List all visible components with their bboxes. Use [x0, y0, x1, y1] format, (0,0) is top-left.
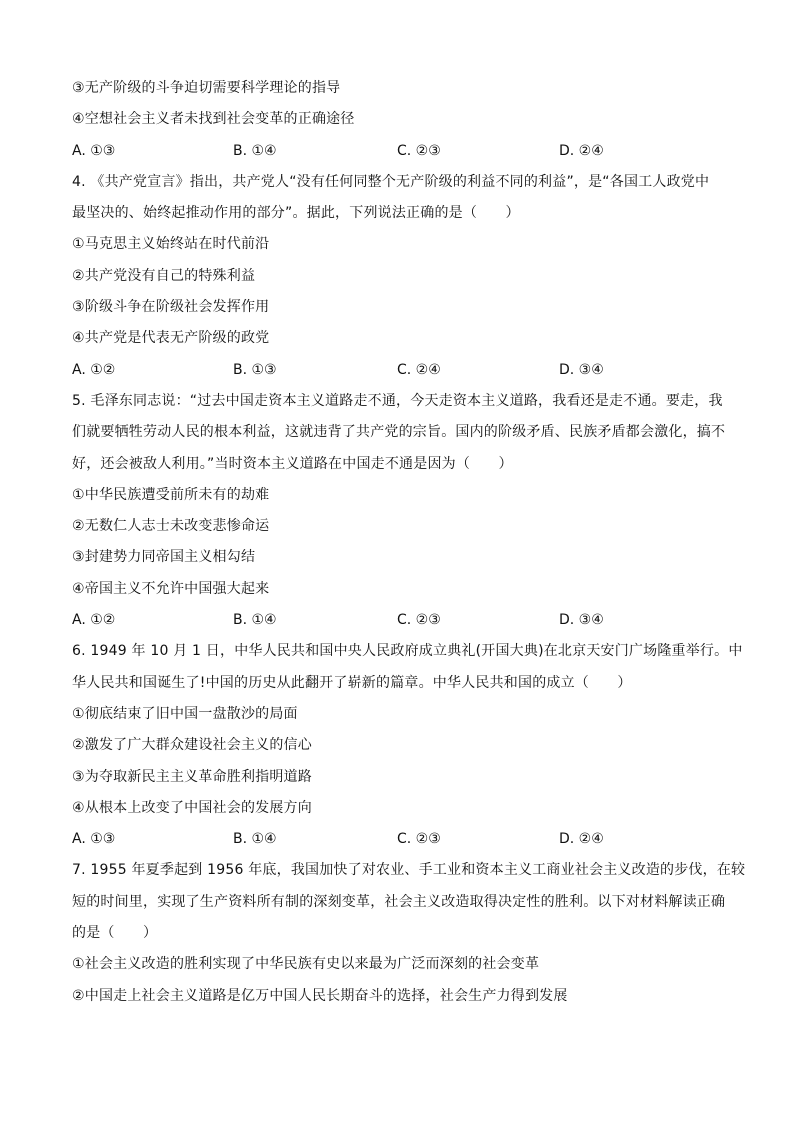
option-d: D. ③④ — [559, 612, 604, 629]
option-a: A. ①③ — [72, 831, 116, 848]
option-d: D. ②④ — [559, 142, 604, 159]
answer-options — [72, 136, 722, 167]
statement: ①中华民族遭受前所未有的劫难 — [72, 486, 270, 503]
answer-options — [72, 824, 722, 855]
statement: ③无产阶级的斗争迫切需要科学理论的指导 — [72, 80, 341, 96]
statement: ④从根本上改变了中国社会的发展方向 — [72, 799, 312, 816]
option-b: B. ①④ — [233, 831, 277, 848]
question-stem: 4. 《共产党宣言》指出，共产党人“没有任何同整个无产阶级的利益不同的利益”，是“各国工人政党中 — [72, 173, 710, 190]
option-a: A. ①② — [72, 361, 116, 378]
option-b: B. ①③ — [233, 361, 277, 378]
option-c: C. ②④ — [397, 361, 441, 378]
question-4 — [72, 167, 722, 386]
question-stem: 华人民共和国诞生了!中国的历史从此翻开了崭新的篇章。中华人民共和国的成立（ ） — [72, 674, 632, 691]
option-a: A. ①③ — [72, 142, 116, 159]
question-stem: 7. 1955 年夏季起到 1956 年底，我国加快了对农业、手工业和资本主义工商业社会主义改造的步伐，在较 — [72, 862, 746, 879]
question-stem: 6. 1949 年 10 月 1 日，中华人民共和国中央人民政府成立典礼(开国大典)在北京天安门广场隆重举行。中 — [72, 643, 743, 660]
option-a: A. ①② — [72, 612, 116, 629]
question-stem: 短的时间里，实现了生产资料所有制的深刻变革，社会主义改造取得决定性的胜利。以下对材料解读正确 — [72, 893, 726, 910]
question-5 — [72, 386, 726, 636]
question-stem: 们就要牺牲劳动人民的根本利益，这就违背了共产党的宗旨。国内的阶级矛盾、民族矛盾都会激化，搞不 — [72, 424, 726, 441]
statement: ③为夺取新民主主义革命胜利指明道路 — [72, 768, 312, 785]
question-stem: 5. 毛泽东同志说：“过去中国走资本主义道路走不通，今天走资本主义道路，我看还是走不通。要走，我 — [72, 392, 723, 409]
statement: ③阶级斗争在阶级社会发挥作用 — [72, 299, 270, 316]
option-b: B. ①④ — [233, 612, 277, 629]
statement: ②共产党没有自己的特殊利益 — [72, 267, 256, 284]
option-b: B. ①④ — [233, 142, 277, 159]
option-c: C. ②③ — [397, 142, 441, 159]
question-6 — [72, 636, 743, 855]
exam-page — [72, 73, 746, 1012]
question-stem: 最坚决的、始终起推动作用的部分”。据此，下列说法正确的是（ ） — [72, 205, 520, 222]
answer-options — [72, 355, 722, 386]
statement: ②中国走上社会主义道路是亿万中国人民长期奋斗的选择，社会生产力得到发展 — [72, 987, 568, 1004]
option-d: D. ②④ — [559, 831, 604, 848]
question-stem: 的是（ ） — [72, 925, 158, 942]
statement: ①马克思主义始终站在时代前沿 — [72, 236, 270, 253]
statement: ②无数仁人志士未改变悲惨命运 — [72, 518, 270, 535]
statement: ④帝国主义不允许中国强大起来 — [72, 580, 270, 597]
statement: ①彻底结束了旧中国一盘散沙的局面 — [72, 705, 298, 722]
question-stem: 好，还会被敌人利用。”当时资本主义道路在中国走不通是因为（ ） — [72, 455, 513, 472]
question-7 — [72, 855, 746, 1011]
answer-options — [72, 605, 722, 636]
statement: ③封建势力同帝国主义相勾结 — [72, 549, 256, 566]
statement: ④空想社会主义者未找到社会变革的正确途径 — [72, 111, 355, 128]
statement: ④共产党是代表无产阶级的政党 — [72, 330, 270, 347]
statement: ②激发了广大群众建设社会主义的信心 — [72, 737, 312, 754]
statement: ①社会主义改造的胜利实现了中华民族有史以来最为广泛而深刻的社会变革 — [72, 956, 540, 973]
option-d: D. ③④ — [559, 361, 604, 378]
option-c: C. ②③ — [397, 831, 441, 848]
option-c: C. ②③ — [397, 612, 441, 629]
